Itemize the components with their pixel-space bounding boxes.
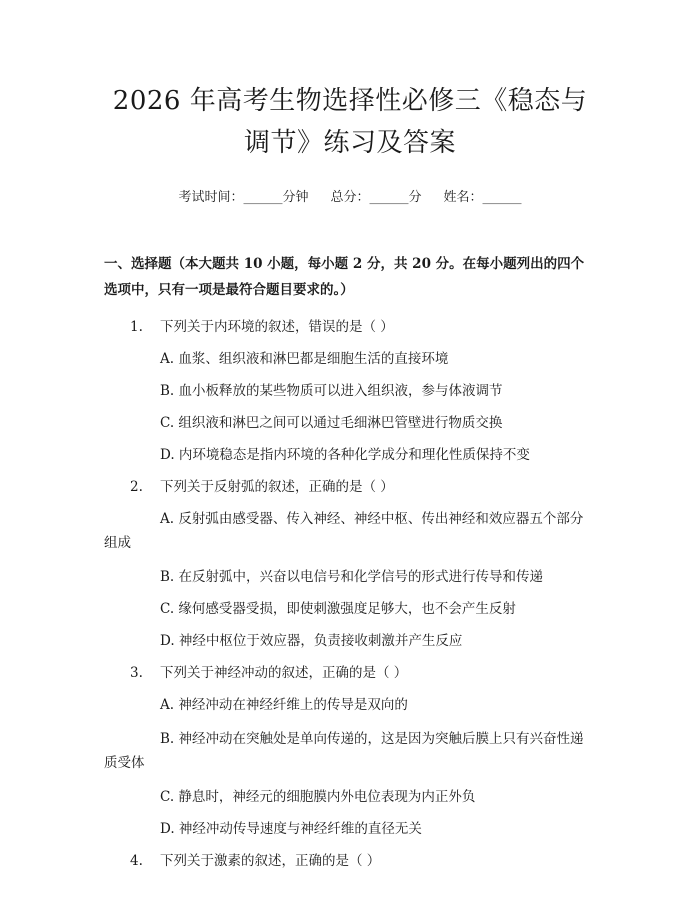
question-stem bbox=[104, 851, 596, 871]
document-title: 2026 年高考生物选择性必修三《稳态与调节》练习及答案 bbox=[112, 86, 588, 158]
name-label: 姓名：______ bbox=[443, 190, 522, 205]
option-d: D. 内环境稳态是指内环境的各种化学成分和理化性质保持不变 bbox=[160, 447, 530, 463]
total-score-label: 总分：______分 bbox=[330, 190, 422, 205]
question-text: 下列关于反射弧的叙述，正确的是（ ） bbox=[160, 479, 394, 495]
question-text: 下列关于激素的叙述，正确的是（ ） bbox=[160, 853, 381, 869]
section-heading: 一、选择题（本大题共 10 小题，每小题 2 分，共 20 分。在每小题列出的四个选项中，只有一项是最符合题目要求的。） bbox=[104, 256, 585, 298]
question-3 bbox=[104, 663, 596, 839]
option-a: A. 血浆、组织液和淋巴都是细胞生活的直接环境 bbox=[160, 351, 449, 367]
option-a: A. 反射弧由感受器、传入神经、神经中枢、传出神经和效应器五个部分组成 bbox=[104, 511, 584, 551]
question-4 bbox=[104, 851, 596, 871]
question-stem bbox=[104, 477, 596, 497]
exam-info-line bbox=[104, 188, 596, 208]
question-number: 1. bbox=[130, 319, 143, 335]
question-2 bbox=[104, 477, 596, 651]
question-number: 4. bbox=[130, 853, 143, 869]
option-a: A. 神经冲动在神经纤维上的传导是双向的 bbox=[160, 697, 408, 713]
question-1 bbox=[104, 317, 596, 465]
question-text: 下列关于神经冲动的叙述，正确的是（ ） bbox=[160, 665, 408, 681]
option-b: B. 神经冲动在突触处是单向传递的，这是因为突触后膜上只有兴奋性递质受体 bbox=[104, 731, 584, 771]
option-b: B. 在反射弧中，兴奋以电信号和化学信号的形式进行传导和传递 bbox=[160, 569, 544, 585]
question-number: 2. bbox=[130, 479, 143, 495]
option-b: B. 血小板释放的某些物质可以进入组织液，参与体液调节 bbox=[160, 383, 503, 399]
option-c: C. 缘何感受器受损，即使刺激强度足够大，也不会产生反射 bbox=[160, 601, 516, 617]
option-c: C. 静息时，神经元的细胞膜内外电位表现为内正外负 bbox=[160, 789, 476, 805]
question-stem bbox=[104, 663, 596, 683]
exam-time-label: 考试时间：______分钟 bbox=[178, 190, 309, 205]
question-stem bbox=[104, 317, 596, 337]
option-d: D. 神经冲动传导速度与神经纤维的直径无关 bbox=[160, 821, 422, 837]
option-c: C. 组织液和淋巴之间可以通过毛细淋巴管壁进行物质交换 bbox=[160, 415, 503, 431]
question-number: 3. bbox=[130, 665, 143, 681]
question-text: 下列关于内环境的叙述，错误的是（ ） bbox=[160, 319, 394, 335]
option-d: D. 神经中枢位于效应器，负责接收刺激并产生反应 bbox=[160, 633, 463, 649]
